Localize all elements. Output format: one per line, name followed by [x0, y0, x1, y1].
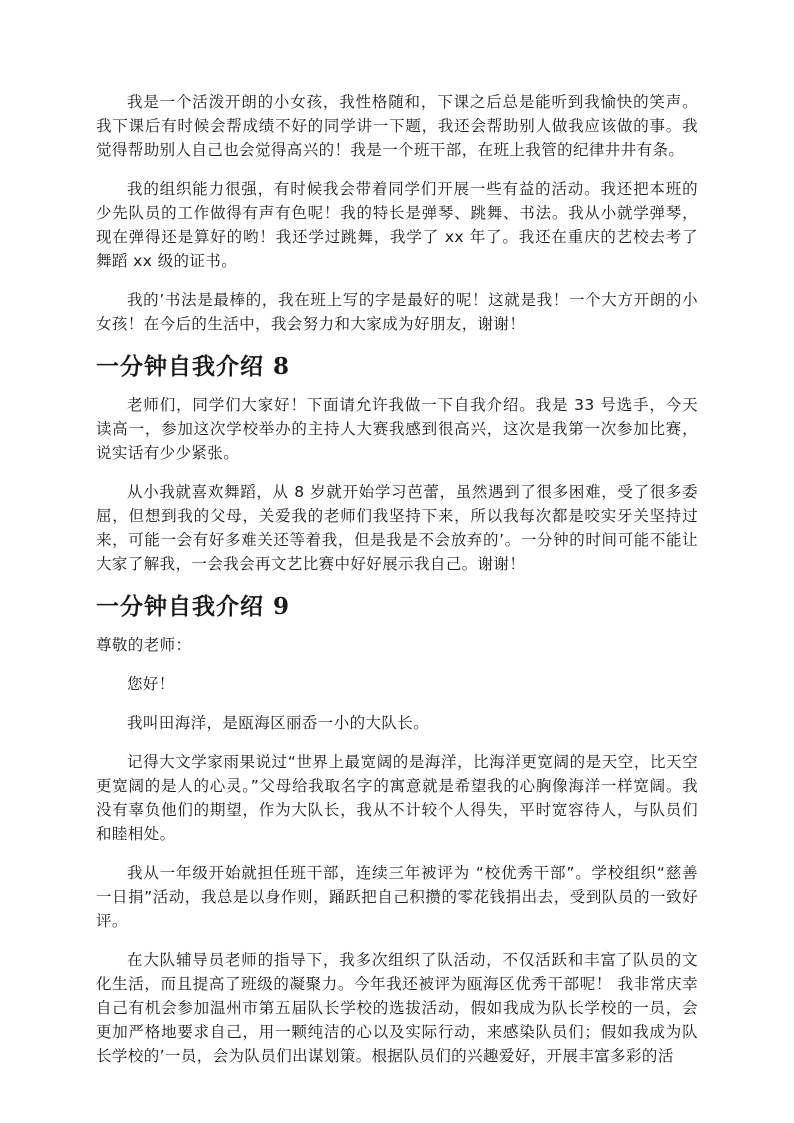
paragraph: 我叫田海洋，是瓯海区丽岙一小的大队长。 [127, 714, 430, 732]
paragraph: 我的’书法是最棒的，我在班上写的字是最好的呢！这就是我！一个大方开朗的小女孩！在今后的生活中，我会努力和大家成为好朋友，谢谢！ [96, 291, 698, 333]
paragraph: 记得大文学家雨果说过“世界上最宽阔的是海洋，比海洋更宽阔的是天空，比天空更宽阔的是人的心灵。”父母给我取名字的寓意就是希望我的心胸像海洋一样宽阔。我没有辜负他们的期望，作为大队长，我从不计较个人得失，平时宽容待人，与队员们和睦相处。 [96, 753, 698, 843]
paragraph: 老师们，同学们大家好！下面请允许我做一下自我介绍。我是 33 号选手，今天读高一，参加这次学校举办的主持人大赛我感到很高兴，这次是我第一次参加比赛，说实话有少少紧张。 [96, 396, 698, 462]
document-page [96, 90, 698, 1083]
section-heading-9: 一分钟自我介绍 9 [96, 593, 291, 620]
paragraph: 您好！ [127, 675, 175, 693]
section-heading-8: 一分钟自我介绍 8 [96, 353, 291, 380]
paragraph: 从小我就喜欢舞蹈，从 8 岁就开始学习芭蕾，虽然遇到了很多困难，受了很多委屈，但想到我的父母，关爱我的老师们我坚持下来，所以我每次都是咬实牙关坚持过来，可能一会有好多难关还等着我，但是我是不会放弃的’。一分钟的时间可能不能让大家了解我，一会我会再文艺比赛中好好展示我自己。谢谢！ [96, 483, 698, 573]
paragraph: 我从一年级开始就担任班干部，连续三年被评为 “校优秀干部”。学校组织“慈善一日捐”活动，我总是以身作则，踊跃把自己积攒的零花钱捐出去，受到队员的一致好评。 [96, 864, 698, 930]
paragraph: 在大队辅导员老师的指导下，我多次组织了队活动，不仅活跃和丰富了队员的文化生活，而且提高了班级的凝聚力。今年我还被评为瓯海区优秀干部呢！ 我非常庆幸自己有机会参加温州市第五届队长学校的选拔活动，假如我成为队长学校的一员，会更加严格地要求自己，用一颗纯洁的心以及实际行动，来感染队员们；假如我成为队长学校的’一员，会为队员们出谋划策。根据队员们的兴趣爱好，开展丰富多彩的活 [96, 951, 698, 1065]
paragraph: 我是一个活泼开朗的小女孩，我性格随和，下课之后总是能听到我愉快的笑声。我下课后有时候会帮成绩不好的同学讲一下题，我还会帮助别人做我应该做的事。我觉得帮助别人自己也会觉得高兴的！我是一个班干部，在班上我管的纪律井井有条。 [96, 93, 698, 159]
paragraph: 我的组织能力很强，有时候我会带着同学们开展一些有益的活动。我还把本班的少先队员的工作做得有声有色呢！我的特长是弹琴、跳舞、书法。我从小就学弹琴，现在弹得还是算好的哟！我还学过跳舞，我学了 xx 年了。我还在重庆的艺校去考了舞蹈 xx 级的证书。 [96, 180, 698, 270]
salutation: 尊敬的老师： [96, 636, 192, 654]
